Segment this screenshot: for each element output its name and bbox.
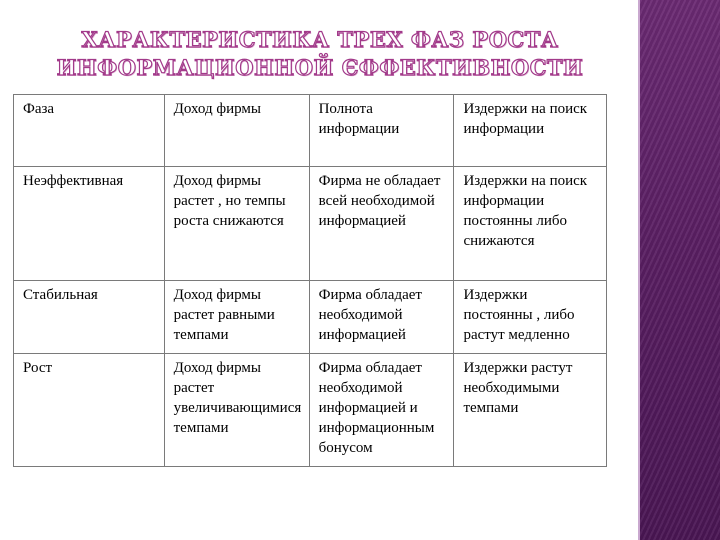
- table-cell: Доход фирмы растет , но темпы роста снижаются: [164, 167, 309, 281]
- phases-table: [13, 94, 607, 467]
- table-header-row: [14, 95, 607, 167]
- header-cell-phase: Фаза: [14, 95, 165, 167]
- title-line-2: ИНФОРМАЦИОННОЙ ЄФФЕКТИВНОСТИ: [56, 55, 584, 80]
- table-cell: Фирма обладает необходимой информацией: [309, 281, 454, 354]
- table-cell: Неэффективная: [14, 167, 165, 281]
- header-cell-costs: Издержки на поиск информации: [454, 95, 607, 167]
- table-row: [14, 167, 607, 281]
- table-cell: Фирма обладает необходимой информацией и информационным бонусом: [309, 354, 454, 467]
- table-cell: Издержки на поиск информации постоянны либо снижаются: [454, 167, 607, 281]
- table-row: [14, 281, 607, 354]
- table-cell: Издержки растут необходимыми темпами: [454, 354, 607, 467]
- decorative-side-band: [640, 0, 720, 540]
- table-cell: Издержки постоянны , либо растут медленно: [454, 281, 607, 354]
- table-cell: Доход фирмы растет равными темпами: [164, 281, 309, 354]
- header-cell-information: Полнота информации: [309, 95, 454, 167]
- header-cell-income: Доход фирмы: [164, 95, 309, 167]
- title-line-1: ХАРАКТЕРИСТИКА ТРЕХ ФАЗ РОСТА: [81, 27, 559, 52]
- table-cell: Стабильная: [14, 281, 165, 354]
- slide-title: [20, 26, 620, 82]
- table-row: [14, 354, 607, 467]
- table-cell: Рост: [14, 354, 165, 467]
- table-cell: Фирма не обладает всей необходимой информацией: [309, 167, 454, 281]
- table-cell: Доход фирмы растет увеличивающимися темпами: [164, 354, 309, 467]
